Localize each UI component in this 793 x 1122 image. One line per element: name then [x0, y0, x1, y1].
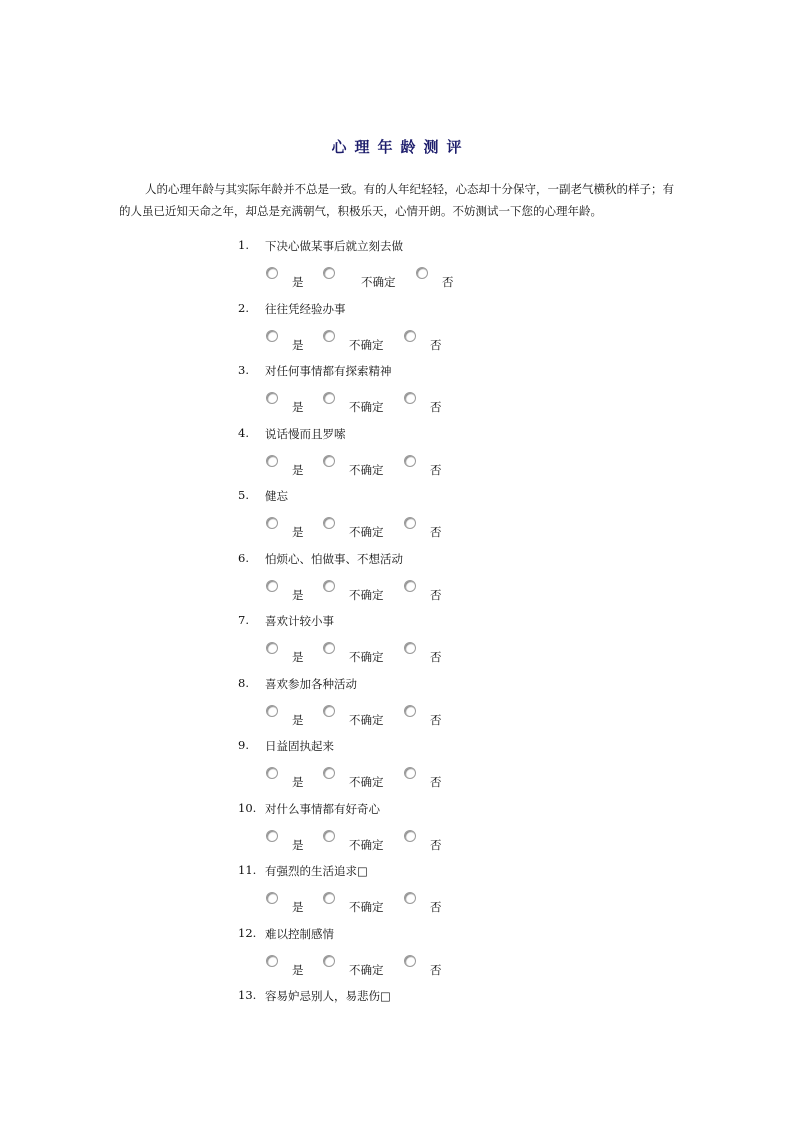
option-label-yes: 是: [292, 775, 304, 789]
question-text: 难以控制感情: [265, 926, 334, 941]
radio-unsure[interactable]: [323, 267, 335, 279]
radio-no[interactable]: [404, 455, 416, 467]
answer-options: [238, 830, 538, 854]
answer-options: [238, 330, 538, 354]
question-number: 6.: [238, 550, 249, 565]
option-label-yes: 是: [292, 587, 304, 602]
radio-yes[interactable]: [266, 955, 278, 967]
radio-yes[interactable]: [266, 767, 278, 779]
option-label-no: 否: [430, 712, 442, 727]
option-label-yes: 是: [292, 462, 304, 477]
option-label-yes: 是: [292, 900, 304, 914]
question-item: [238, 236, 638, 299]
radio-no[interactable]: [404, 830, 416, 842]
option-label-no: 否: [430, 962, 442, 977]
radio-yes[interactable]: [266, 580, 278, 592]
question-item: [238, 611, 638, 674]
page-title: 心理年龄测评: [331, 138, 470, 156]
question-text: 说话慢而且罗嗦: [265, 426, 346, 441]
question-item: [238, 549, 638, 612]
answer-options: [238, 455, 538, 479]
question-number: 7.: [238, 613, 249, 627]
question-item: [238, 924, 638, 987]
question-item: [238, 361, 638, 424]
option-label-no: 否: [430, 900, 442, 914]
answer-options: [238, 955, 538, 979]
answer-options: [238, 580, 538, 604]
option-label-unsure: 不确定: [349, 587, 384, 602]
radio-no[interactable]: [404, 580, 416, 592]
question-text: 对任何事情都有探索精神: [265, 364, 392, 378]
intro-paragraph: 人的心理年龄与其实际年龄并不总是一致。有的人年纪轻轻，心态却十分保守，一副老气横秋的样子；有的人虽已近知天命之年，却总是充满朝气，积极乐天，心情开朗。不妨测试一下您的心理年龄。: [119, 182, 674, 218]
option-label-yes: 是: [292, 962, 304, 977]
question-text: 健忘: [265, 489, 288, 503]
radio-unsure[interactable]: [323, 830, 335, 842]
radio-unsure[interactable]: [323, 642, 335, 654]
option-label-unsure: 不确定: [349, 962, 384, 977]
radio-unsure[interactable]: [323, 767, 335, 779]
question-number: 2.: [238, 300, 249, 315]
option-label-unsure: 不确定: [349, 650, 384, 664]
answer-options: [238, 642, 538, 666]
option-label-no: 否: [430, 462, 442, 477]
question-item: [238, 986, 638, 1049]
option-label-unsure: 不确定: [349, 400, 384, 414]
option-label-yes: 是: [292, 837, 304, 852]
option-label-no: 否: [430, 775, 442, 789]
question-item: [238, 299, 638, 362]
answer-options: [238, 705, 538, 729]
radio-yes[interactable]: [266, 705, 278, 717]
option-label-no: 否: [430, 587, 442, 602]
radio-no[interactable]: [404, 705, 416, 717]
question-item: [238, 861, 638, 924]
question-list: [238, 236, 638, 1049]
option-label-unsure: 不确定: [349, 462, 384, 477]
option-label-yes: 是: [292, 337, 304, 352]
option-label-yes: 是: [292, 712, 304, 727]
question-item: [238, 674, 638, 737]
option-label-yes: 是: [292, 650, 304, 664]
option-label-unsure: 不确定: [349, 525, 384, 539]
radio-unsure[interactable]: [323, 955, 335, 967]
answer-options: [238, 892, 538, 916]
answer-options: [238, 392, 538, 416]
option-label-yes: 是: [292, 275, 304, 289]
question-number: 1.: [238, 238, 249, 252]
option-label-no: 否: [430, 650, 442, 664]
question-text: 怕烦心、怕做事、不想活动: [265, 551, 403, 566]
answer-options: [238, 517, 538, 541]
radio-yes[interactable]: [266, 392, 278, 404]
option-label-yes: 是: [292, 400, 304, 414]
question-item: [238, 486, 638, 549]
option-label-no: 否: [442, 275, 454, 289]
radio-yes[interactable]: [266, 892, 278, 904]
radio-no[interactable]: [404, 892, 416, 904]
radio-no[interactable]: [404, 330, 416, 342]
question-text: 有强烈的生活追求□: [265, 864, 368, 878]
question-text: 喜欢参加各种活动: [265, 676, 357, 691]
question-number: 13.: [238, 988, 257, 1002]
option-label-unsure: 不确定: [349, 837, 384, 852]
option-label-yes: 是: [292, 525, 304, 539]
radio-unsure[interactable]: [323, 517, 335, 529]
radio-yes[interactable]: [266, 830, 278, 842]
radio-yes[interactable]: [266, 517, 278, 529]
radio-no[interactable]: [416, 267, 428, 279]
question-number: 3.: [238, 363, 249, 377]
question-item: [238, 799, 638, 862]
question-number: 12.: [238, 925, 257, 940]
question-item: [238, 424, 638, 487]
option-label-unsure: 不确定: [349, 775, 384, 789]
question-text: 对什么事情都有好奇心: [265, 801, 380, 816]
answer-options: [238, 767, 538, 791]
question-text: 日益固执起来: [265, 739, 334, 753]
radio-no[interactable]: [404, 392, 416, 404]
option-label-no: 否: [430, 337, 442, 352]
question-number: 8.: [238, 675, 249, 690]
question-text: 往往凭经验办事: [265, 301, 346, 316]
option-label-unsure: 不确定: [349, 900, 384, 914]
option-label-unsure: 不确定: [361, 275, 396, 289]
question-number: 11.: [238, 863, 257, 877]
radio-no[interactable]: [404, 767, 416, 779]
radio-unsure[interactable]: [323, 892, 335, 904]
option-label-no: 否: [430, 837, 442, 852]
option-label-no: 否: [430, 400, 442, 414]
radio-no[interactable]: [404, 642, 416, 654]
radio-yes[interactable]: [266, 642, 278, 654]
radio-yes[interactable]: [266, 330, 278, 342]
question-number: 10.: [238, 800, 257, 815]
option-label-unsure: 不确定: [349, 337, 384, 352]
question-item: [238, 736, 638, 799]
radio-unsure[interactable]: [323, 330, 335, 342]
question-number: 5.: [238, 488, 249, 502]
question-text: 下决心做某事后就立刻去做: [265, 239, 403, 253]
question-text: 喜欢计较小事: [265, 614, 334, 628]
radio-unsure[interactable]: [323, 705, 335, 717]
option-label-no: 否: [430, 525, 442, 539]
question-number: 4.: [238, 425, 249, 440]
answer-options: [238, 267, 538, 291]
question-number: 9.: [238, 738, 249, 752]
radio-yes[interactable]: [266, 455, 278, 467]
radio-yes[interactable]: [266, 267, 278, 279]
radio-unsure[interactable]: [323, 580, 335, 592]
radio-no[interactable]: [404, 517, 416, 529]
radio-no[interactable]: [404, 955, 416, 967]
question-text: 容易妒忌别人，易悲伤□: [265, 989, 391, 1003]
option-label-unsure: 不确定: [349, 712, 384, 727]
radio-unsure[interactable]: [323, 455, 335, 467]
radio-unsure[interactable]: [323, 392, 335, 404]
